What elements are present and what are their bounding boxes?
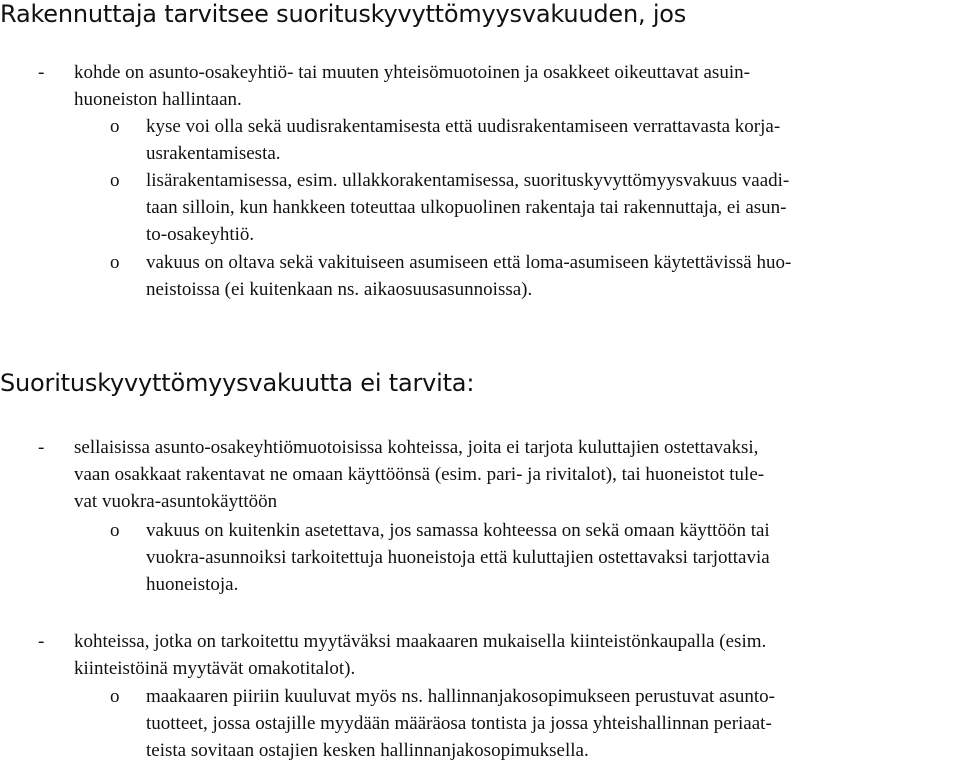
bullet-circle: o <box>110 252 120 273</box>
bullet-circle: o <box>110 116 120 137</box>
sub-list-item-text: lisärakentamisessa, esim. ullakkorakentamisessa, suorituskyvyttömyysvakuus vaadi- taan silloin, kun hankkeen toteuttaa ulkopuolinen rakentaja tai rakennuttaja, ei asun- to-osakeyhtiö. <box>146 170 790 245</box>
sub-list-item-text: vakuus on oltava sekä vakituiseen asumiseen että loma-asumiseen käytettävissä huo- neistoissa (ei kuitenkaan ns. aikaosuusasunnoissa). <box>146 252 792 300</box>
sub-list-item-text: maakaaren piiriin kuuluvat myös ns. hallinnanjakosopimukseen perustuvat asunto- tuotteet, jossa ostajille myydään määräosa tontista ja jossa yhteishallinnan periaat- teista sovitaan ostajien kesken hallinnanjakosopimuksella. <box>146 686 775 761</box>
section-heading-vakuus-not-required: Suorituskyvyttömyysvakuutta ei tarvita: <box>0 369 475 397</box>
bullet-dash: - <box>38 631 45 652</box>
bullet-dash: - <box>38 437 45 458</box>
bullet-circle: o <box>110 520 120 541</box>
sub-list-item-text: vakuus on kuitenkin asetettava, jos samassa kohteessa on sekä omaan käyttöön tai vuokra-asunnoiksi tarkoitettuja huoneistoja että kuluttajien ostettavaksi tarjottavia huoneistoja. <box>146 520 770 595</box>
list-item-text: kohde on asunto-osakeyhtiö- tai muuten yhteisömuotoinen ja osakkeet oikeuttavat asuin- huoneiston hallintaan. <box>74 62 750 110</box>
bullet-dash: - <box>38 62 45 83</box>
bullet-circle: o <box>110 686 120 707</box>
list-item-text: sellaisissa asunto-osakeyhtiömuotoisissa kohteissa, joita ei tarjota kuluttajien ostettavaksi, vaan osakkaat rakentavat ne omaan käyttöönsä (esim. pari- ja rivitalot), tai huoneistot tule- vat vuokra-asuntokäyttöön <box>74 437 765 512</box>
section-heading-vakuus-required: Rakennuttaja tarvitsee suorituskyvyttömyysvakuuden, jos <box>0 0 687 28</box>
bullet-circle: o <box>110 170 120 191</box>
sub-list-item-text: kyse voi olla sekä uudisrakentamisesta että uudisrakentamiseen verrattavasta korja- usrakentamisesta. <box>146 116 781 164</box>
list-item-text: kohteissa, jotka on tarkoitettu myytäväksi maakaaren mukaisella kiinteistönkaupalla (esim. kiinteistöinä myytävät omakotitalot). <box>74 631 767 679</box>
